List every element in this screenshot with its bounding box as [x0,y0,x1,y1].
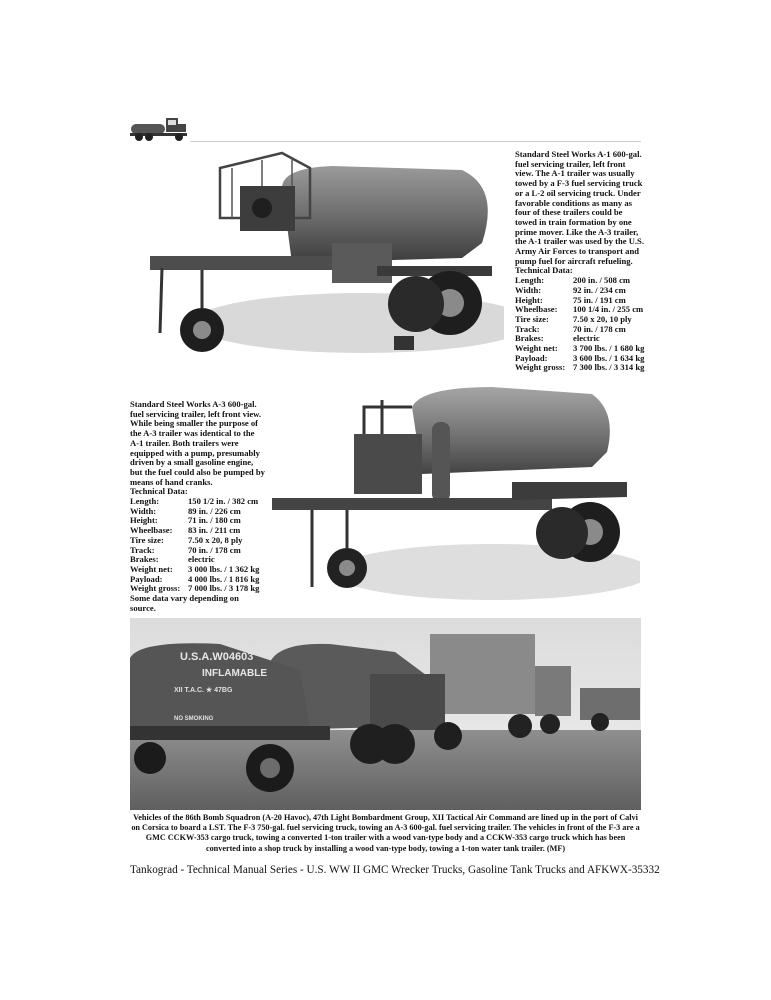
spec-value: 4 000 lbs. / 1 816 kg [188,573,260,584]
spec-label: Tire size: [130,534,164,545]
spec-value: 7 000 lbs. / 3 178 kg [188,583,260,594]
caption-body: Standard Steel Works A-1 600-gal. fuel servicing trailer, left front view. The A-1 trailer was usually towed by a F-3 fuel servicing truck or a L-2 oil servicing truck. Under favorable conditions as many as four of these trailers could be towed in train formation by one prime mover. Like the A-3 trailer, the A-1 trailer was used by the U.S. Army Air Forces to transport and pump fuel for aircraft refueling. [515,149,644,266]
spec-value: 71 in. / 180 cm [188,515,241,526]
caption-body: Standard Steel Works A-3 600-gal. fuel servicing trailer, left front view. While being smaller the purpose of the A-3 trailer was identical to the A-1 trailer. Both trailers were equipped with a pump, presumably driven by a small gasoline engine, but the fuel could also be pumped by means of hand cranks. [130,399,265,487]
footer-series-title: Tankograd - Technical Manual Series - U.S. WW II GMC Wrecker Trucks, Gasoline Tank Trucks and AFKWX-353 [130,864,649,876]
page-number: 32 [648,864,660,876]
spec-value: 200 in. / 508 cm [573,275,631,286]
spec-label: Width: [130,505,157,516]
spec-value: 92 in. / 234 cm [573,284,626,295]
spec-value: 100 1/4 in. / 255 cm [573,304,644,315]
spec-label: Height: [130,515,158,526]
spec-label: Weight net: [515,343,558,354]
photo-a3-trailer [272,382,640,608]
technical-data-title: Technical Data: [130,486,188,497]
caption-a1-trailer [515,150,645,373]
spec-label: Payload: [130,573,163,584]
spec-label: Track: [130,544,155,555]
spec-label: Width: [515,284,542,295]
spec-label: Weight net: [130,563,173,574]
spec-label: Track: [515,323,540,334]
spec-value: 3 600 lbs. / 1 634 kg [573,352,645,363]
spec-label: Wheelbase: [515,304,558,315]
stencil-unit: XII T.A.C. ★ 47BG [174,687,233,694]
tank-truck-icon [130,112,188,142]
stencil-no-smoking: NO SMOKING [174,716,214,722]
spec-label: Brakes: [130,554,159,565]
photo-a1-trailer [132,148,504,366]
caption-a3-trailer [130,400,265,613]
header-rule [190,141,641,142]
spec-label: Wheelbase: [130,525,173,536]
spec-value: electric [188,554,215,565]
spec-value: 3 700 lbs. / 1 680 kg [573,343,645,354]
spec-value: 83 in. / 211 cm [188,525,241,536]
spec-value: 70 in. / 178 cm [573,323,626,334]
spec-label: Weight gross: [515,362,566,373]
spec-value: 3 000 lbs. / 1 362 kg [188,563,260,574]
spec-label: Weight gross: [130,583,181,594]
spec-label: Tire size: [515,313,549,324]
spec-label: Brakes: [515,333,544,344]
spec-label: Length: [515,275,545,286]
stencil-serial: U.S.A.W04603 [180,651,254,663]
technical-data-title: Technical Data: [515,265,573,276]
spec-row [515,363,645,373]
data-note: Some data vary depending on source. [130,593,239,613]
spec-value: 70 in. / 178 cm [188,544,241,555]
spec-value: 7.50 x 20, 8 ply [188,534,243,545]
spec-value: 89 in. / 226 cm [188,505,241,516]
stencil-inflamable: INFLAMABLE [202,668,267,679]
spec-label: Height: [515,294,543,305]
spec-value: 75 in. / 191 cm [573,294,626,305]
spec-value: 150 1/2 in. / 382 cm [188,496,259,507]
photo-convoy-calvi [130,618,641,810]
spec-value: 7.50 x 20, 10 ply [573,313,632,324]
spec-label: Length: [130,496,160,507]
spec-value: 7 300 lbs. / 3 314 kg [573,362,645,373]
spec-value: electric [573,333,600,344]
spec-label: Payload: [515,352,548,363]
page-footer [130,864,660,876]
caption-convoy: Vehicles of the 86th Bomb Squadron (A-20 Havoc), 47th Light Bombardment Group, XII Tactical Air Command are lined up in the port of Calvi on Corsica to board a LST. The F-3 750-gal. fuel servicing truck, towing an A-3 600-gal. fuel servicing trailer. The vehicles in front of the F-3 are a GMC CCKW-353 cargo truck, towing a converted 1-ton trailer with a wood van-type body and a CCKW-353 cargo truck which has been converted into a shop truck by installing a wood van-type body, towing a 1-ton water tank trailer. (MF) [131,813,640,853]
